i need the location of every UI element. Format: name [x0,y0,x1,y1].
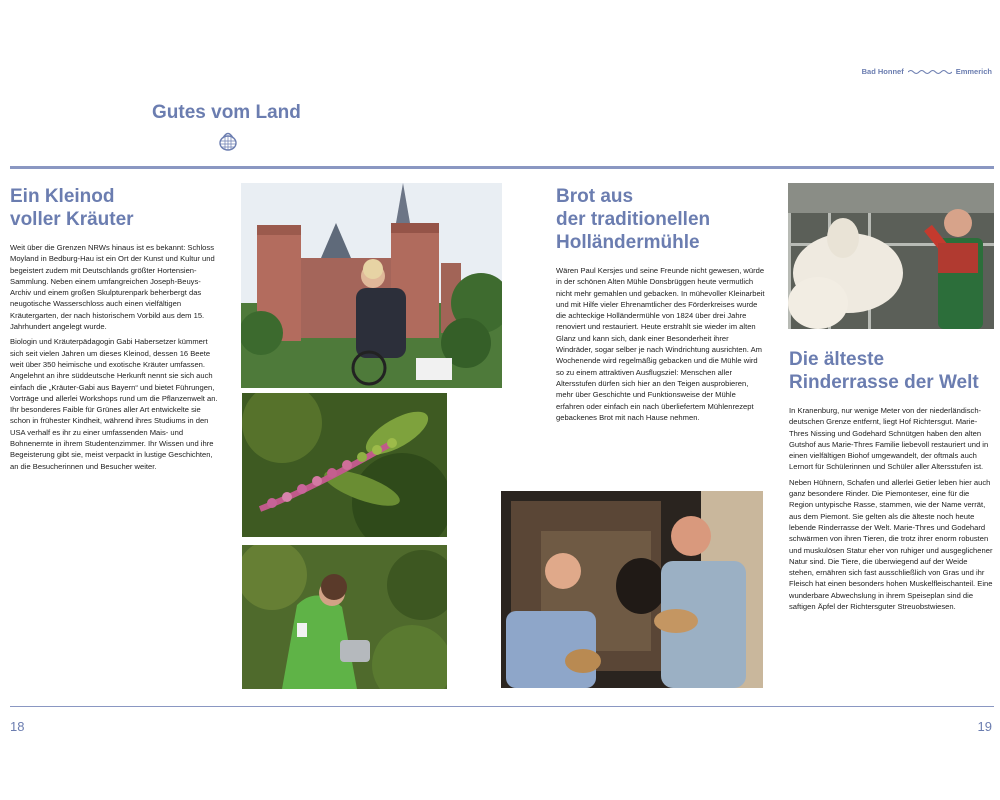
paragraph: Neben Hühnern, Schafen und allerlei Getier leben hier auch ganz besondere Rinder. Die Piemonteser, eine für die Region untypische Rasse, stammen, wie der Name verrät, aus dem Piemont. Sie gelten als die älteste noch heute lebende Rinderrasse der Welt. Marie-Thres und Godehard schwärmen von ihren Tieren, die trotz ihrer enorm robusten und muskulösen Statur eher von ruhiger und ausgeglichener Natur sind. Die Tiere, die überwiegend auf der Weide stehen, ernähren sich fast ausschließlich von Gras und ihr Fleisch hat einen besonders hohen Muskelfleischanteil. Eine wunderbare Abwechslung in ihrem Speiseplan sind die saftigen Äpfel der Richtersguter Streuobstwiesen. [789,477,993,612]
paragraph: Wären Paul Kersjes und seine Freunde nicht gewesen, würde in der schönen Alten Mühle Donsbrüggen heute vermutlich nicht mehr gemahlen und gebacken. In mühevoller Kleinarbeit und mit Hilfe vieler Ehrenamtlicher des Förderkreises wurde die achteckige Holländermühle von 1824 über drei Jahre renoviert und restauriert. Heute erstrahlt sie wieder im alten Glanz und kann sich, dank einer Besonderheit ihrer Windräder, sogar selber je nach Windrichtung ausrichten. Am Wochenende wird regelmäßig gebacken und die Mühle wird so zu einem attraktiven Ausflugsziel: Menschen aller Altersstufen dürfen sich hier an den Teigen ausprobieren, mehr über Geschichte und Funktionsweise der Mühle erfahren oder einfach ein nach überliefertem Mühlenrezept gebackenes Brot mit nach Hause nehmen. [556,266,765,422]
page-number-left: 18 [10,719,25,734]
right-article-body [789,405,994,616]
left-article-body [10,242,218,476]
castle-photo [241,183,502,388]
gardener-photo [242,545,447,689]
herb-photo [242,393,447,537]
route-from: Bad Honnef [861,67,904,76]
page-number-right: 19 [977,719,992,734]
footer-rule [10,706,994,707]
left-article-title: Ein Kleinod voller Kräuter [10,186,134,230]
right-article-title: Die älteste Rinderrasse der Welt [789,349,979,393]
paragraph: Weit über die Grenzen NRWs hinaus ist es bekannt: Schloss Moyland in Bedburg-Hau ist ein Ort der Kunst und Kultur und begeistert zudem mit Deutschlands größter Hortensien-Sammlung. Neben einem umfangreichen Joseph-Beuys-Archiv und einem großen Skulpturenpark beherbergt das neugotische Wasserschloss auch einen vielfältigen Kräutergarten, der nach historischem Vorbild aus dem 15. Jahrhundert angelegt wurde. [10,243,215,332]
paragraph: Biologin und Kräuterpädagogin Gabi Habersetzer kümmert sich seit vielen Jahren um dieses Kleinod, dessen 16 Beete weit über 350 heimische und exotische Kräuter umfassen. Angelehnt an ihre süddeutsche Herkunft nennt sie sich auch einfach die „Kräuter-Gabi aus Bayern“ und bietet Führungen, Vorträge und allerlei Workshops rund um die Pflanzenwelt an. Ihr besonderes Faible für Grünes aller Art entwickelte sie schon in frühester Kindheit, während ihres Studiums in den USA verhalf es ihr zu einer umfassenden Mais- und Bohnenernte in ihrem Studentenzimmer. Ihr Wissen und ihre Begeisterung gibt sie, meist verpackt in lustige Geschichten, an die Besucherinnen und Besucher weiter. [10,337,218,471]
bakers-photo [501,491,763,688]
route-to: Emmerich [955,67,992,76]
middle-article-title: Brot aus der traditionellen Holländermühle [556,186,711,253]
paragraph: In Kranenburg, nur wenige Meter von der niederländisch-deutschen Grenze entfernt, liegt Hof Richtersgut. Marie-Thres Nissing und Godehard Schnütgen haben den alten Gutshof aus Marie-Thres Familie liebevoll restauriert und in einen vielfältigen Biohof umgewandelt, der oftmals auch Lernort für Schülerinnen und Schüler aller Altersstufen ist. [789,406,989,472]
cattle-photo [788,183,994,329]
section-title: Gutes vom Land [152,102,301,123]
route-header [862,67,992,76]
header-rule [10,166,994,169]
wave-icon [908,69,952,75]
middle-article-body [556,265,766,427]
basket-icon [218,129,238,151]
